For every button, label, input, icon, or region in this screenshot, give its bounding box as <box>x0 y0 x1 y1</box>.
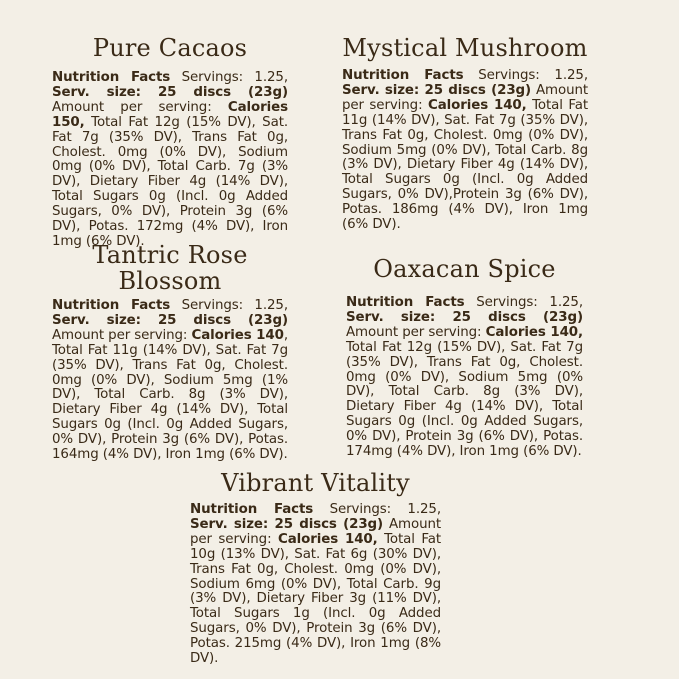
serving-size: Serv. size: 25 discs (23g) <box>52 84 288 100</box>
serving-size: Serv. size: 25 discs (23g) <box>190 516 384 532</box>
facts-label: Nutrition Facts <box>346 295 465 310</box>
product-title: Pure Cacaos <box>92 34 248 62</box>
nutrition-facts <box>346 296 583 460</box>
nutrient-details: Total Fat 12g (15% DV), Sat. Fat 7g (35% DV), Trans Fat 0g, Cholest. 0mg (0% DV), Sodium 5mg (0% DV), Total Carb. 8g (3% DV), Dietary Fiber 4g (14% DV), Total Sugars 0g (Incl. 0g Added Sugars, 0% DV), Protein 3g (6% DV), Potas. 174mg (4% DV), Iron 1mg (6% DV). <box>346 339 583 460</box>
nutrition-facts <box>342 69 588 233</box>
product-title: Vibrant Vitality <box>221 469 410 497</box>
product-title: Oaxacan Spice <box>373 255 556 283</box>
product-title: Tantric Rose Blossom <box>92 241 248 295</box>
serving-size: Serv. size: 25 discs (23g) <box>346 309 583 325</box>
product-mystical-mushroom <box>342 35 588 233</box>
servings-text: Servings: 1.25, <box>464 295 583 310</box>
amount-text: Amount per serving: <box>346 324 486 340</box>
serving-size: Serv. size: 25 discs (23g) <box>342 82 532 98</box>
facts-label: Nutrition Facts <box>52 298 171 313</box>
nutrition-facts <box>190 503 441 667</box>
amount-text: Amount per serving: <box>52 327 192 343</box>
facts-label: Nutrition Facts <box>342 68 464 83</box>
calories: Calories 140, <box>427 97 527 113</box>
facts-label: Nutrition Facts <box>52 70 171 85</box>
nutrient-details: Total Fat 12g (15% DV), Sat. Fat 7g (35% DV), Trans Fat 0g, Cholest. 0mg (0% DV), Sodium 0mg (0% DV), Total Carb. 7g (3% DV), Dietary Fiber 4g (14% DV), Total Sugars 0g (Incl. 0g Added Sugars, 0% DV), Protein 3g (6% DV), Potas. 172mg (4% DV), Iron 1mg (6% DV). <box>52 114 288 249</box>
nutrient-details: , Total Fat 11g (14% DV), Sat. Fat 7g (35% DV), Trans Fat 0g, Cholest. 0mg (0% DV), Sodium 5mg (1% DV), Total Carb. 8g (3% DV), Dietary Fiber 4g (14% DV), Total Sugars 0g (Incl. 0g Added Sugars, 0% DV), Protein 3g (6% DV), Potas. 164mg (4% DV), Iron 1mg (6% DV). <box>52 327 289 463</box>
servings-text: Servings: 1.25, <box>463 68 588 83</box>
servings-text: Servings: 1.25, <box>170 298 288 313</box>
nutrient-details: Total Fat 11g (14% DV), Sat. Fat 7g (35% DV), Trans Fat 0g, Cholest. 0mg (0% DV), Sodium 5mg (0% DV), Total Carb. 8g (3% DV), Dietary Fiber 4g (14% DV), Total Sugars 0g (Incl. 0g Added Sugars, 0% DV),Protein 3g (6% DV), Potas. 186mg (4% DV), Iron 1mg (6% DV). <box>342 97 588 233</box>
product-oaxacan-spice <box>346 256 583 460</box>
product-pure-cacaos <box>52 35 288 250</box>
amount-text: Amount per serving: <box>342 82 588 113</box>
calories: Calories 140 <box>191 327 284 343</box>
nutrient-details: Total Fat 10g (13% DV), Sat. Fat 6g (30% DV), Trans Fat 0g, Cholest. 0mg (0% DV), Sodium 6mg (0% DV), Total Carb. 9g (3% DV), Dietary Fiber 3g (11% DV), Total Sugars 1g (Incl. 0g Added Sugars, 0% DV), Protein 3g (6% DV), Potas. 215mg (4% DV), Iron 1mg (8% DV). <box>190 531 441 667</box>
servings-text: Servings: 1.25, <box>170 70 288 85</box>
calories: Calories 140, <box>485 324 583 340</box>
nutrition-facts <box>52 299 288 463</box>
servings-text: Servings: 1.25, <box>313 502 441 517</box>
calories: Calories 140, <box>277 531 378 547</box>
nutrition-facts <box>52 71 288 250</box>
serving-size: Serv. size: 25 discs (23g) <box>52 312 288 328</box>
amount-text: Amount per serving: <box>190 516 441 547</box>
amount-text: Amount per serving: <box>52 99 228 115</box>
calories: Calories 150, <box>52 99 288 130</box>
product-tantric-rose-blossom <box>52 242 288 463</box>
facts-label: Nutrition Facts <box>190 502 314 517</box>
product-title: Mystical Mushroom <box>342 34 588 62</box>
product-vibrant-vitality <box>190 470 441 667</box>
